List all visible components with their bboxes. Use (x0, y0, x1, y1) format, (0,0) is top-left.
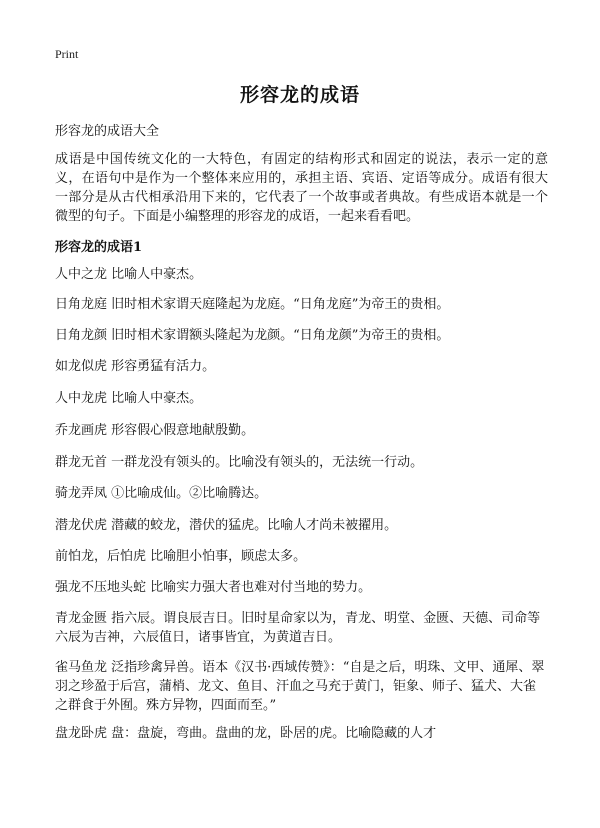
idiom-entry: 雀马鱼龙 泛指珍禽异兽。语本《汉书·西域传赞》：“自是之后，明珠、文甲、通犀、翠羽之珍盈于后宫，蒲梢、龙文、鱼目、汗血之马充于黄门，钜象、师子、猛犬、大雀之群食于外囿。殊方异物，四面而至。” (55, 660, 545, 713)
idiom-entry: 日角龙庭 旧时相术家谓天庭隆起为龙庭。“日角龙庭”为帝王的贵相。 (55, 297, 450, 312)
idiom-entry: 骑龙弄凤 ①比喻成仙。②比喻腾达。 (55, 486, 268, 501)
idiom-entry: 群龙无首 一群龙没有领头的。比喻没有领头的，无法统一行动。 (55, 455, 424, 470)
intro-paragraph: 成语是中国传统文化的一大特色，有固定的结构形式和固定的说法，表示一定的意义，在语句中是作为一个整体来应用的，承担主语、宾语、定语等成分。成语有很大一部分是从古代相承沿用下来的，它代表了一个故事或者典故。有些成语本就是一个微型的句子。下面是小编整理的形容龙的成语，一起来看看吧。 (55, 152, 548, 224)
idiom-entry: 日角龙颜 旧时相术家谓额头隆起为龙颜。“日角龙颜”为帝王的贵相。 (55, 328, 450, 343)
idiom-entry: 盘龙卧虎 盘：盘旋，弯曲。盘曲的龙，卧居的虎。比喻隐藏的人才 (55, 726, 437, 741)
subtitle: 形容龙的成语大全 (55, 124, 160, 139)
idiom-entry: 人中龙虎 比喻人中豪杰。 (55, 391, 203, 406)
idiom-entry: 人中之龙 比喻人中豪杰。 (55, 267, 203, 282)
idiom-entry: 潜龙伏虎 潜藏的蛟龙，潜伏的猛虎。比喻人才尚未被擢用。 (55, 518, 398, 533)
section-heading: 形容龙的成语1 (55, 240, 143, 255)
idiom-entry: 青龙金匮 指六辰。谓良辰吉日。旧时星命家以为，青龙、明堂、金匮、天德、司命等六辰为吉神，六辰值日，诸事皆宜，为黄道吉日。 (55, 611, 541, 645)
print-label: Print (55, 47, 79, 61)
idiom-entry: 前怕龙，后怕虎 比喻胆小怕事，顾虑太多。 (55, 549, 307, 564)
idiom-entry: 乔龙画虎 形容假心假意地献殷勤。 (55, 423, 255, 438)
page-title: 形容龙的成语 (239, 84, 360, 106)
idiom-entry: 如龙似虎 形容勇猛有活力。 (55, 359, 216, 374)
idiom-entry: 强龙不压地头蛇 比喻实力强大者也难对付当地的势力。 (55, 580, 372, 595)
